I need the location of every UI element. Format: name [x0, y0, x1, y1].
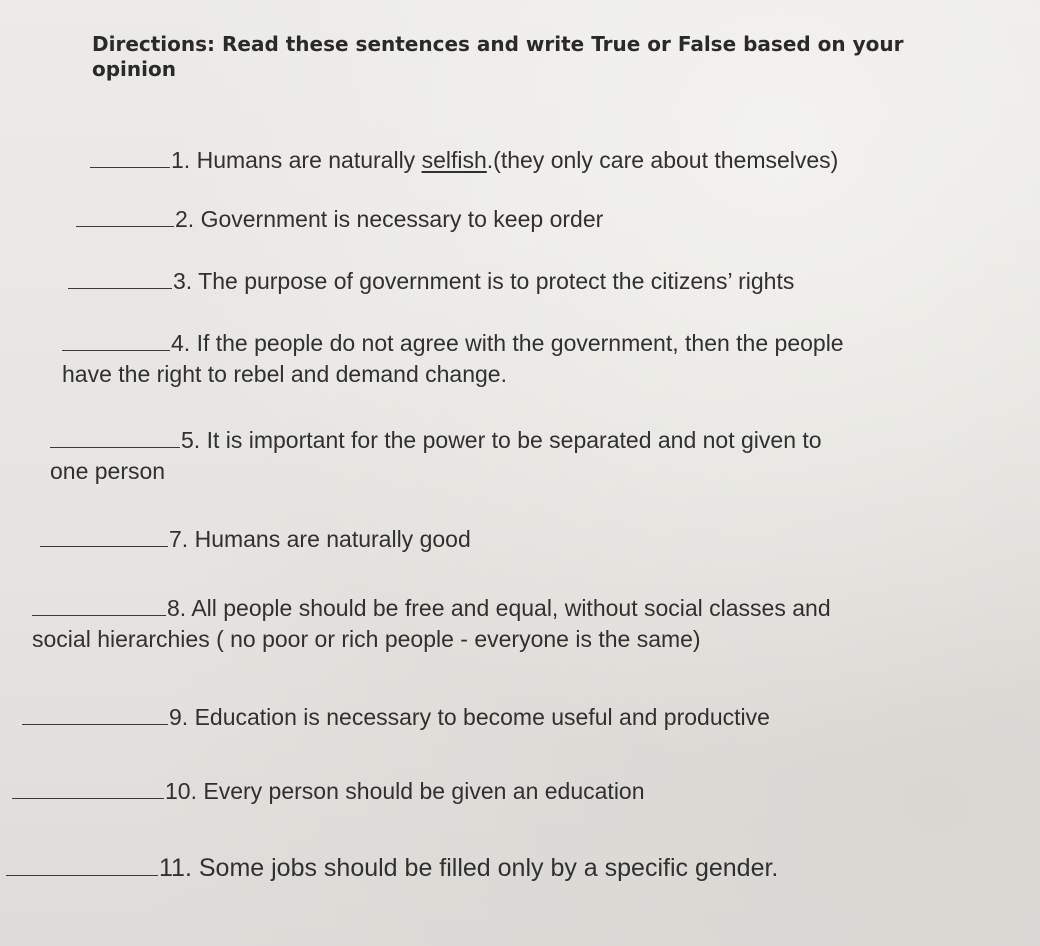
question-text: The purpose of government is to protect the citizens’ rights — [198, 268, 795, 294]
question-text-continuation: social hierarchies ( no poor or rich people - everyone is the same) — [32, 626, 701, 652]
question-text-part: .(they only care about themselves) — [486, 147, 839, 173]
answer-blank-2[interactable] — [76, 206, 174, 227]
question-item-1 — [90, 145, 838, 176]
question-text-continuation: have the right to rebel and demand change. — [62, 361, 507, 387]
question-text: Education is necessary to become useful and productive — [194, 704, 770, 730]
answer-blank-10[interactable] — [12, 778, 164, 799]
question-number: 4. — [171, 330, 191, 356]
question-number: 7. — [169, 526, 189, 552]
question-number: 8. — [167, 595, 187, 621]
question-number: 11. — [159, 854, 192, 882]
question-item-8 — [32, 593, 831, 655]
question-text: If the people do not agree with the government, then the people — [196, 330, 844, 356]
question-number: 1. — [171, 147, 191, 173]
answer-blank-7[interactable] — [40, 526, 168, 547]
answer-blank-5[interactable] — [50, 427, 180, 448]
question-number: 5. — [181, 427, 201, 453]
underlined-word: selfish — [421, 147, 487, 173]
question-item-2 — [76, 204, 603, 235]
answer-blank-9[interactable] — [22, 704, 168, 725]
question-number: 10. — [165, 778, 197, 804]
question-text: Humans are naturally good — [194, 526, 471, 552]
question-text: Some jobs should be filled only by a specific gender. — [198, 854, 779, 882]
question-text-part: Humans are naturally — [196, 147, 422, 173]
question-text: It is important for the power to be separated and not given to — [206, 427, 822, 453]
question-item-5 — [50, 425, 822, 487]
answer-blank-1[interactable] — [90, 147, 170, 168]
question-number: 2. — [175, 206, 195, 232]
question-item-10 — [12, 776, 645, 807]
question-text: Every person should be given an education — [203, 778, 645, 804]
question-number: 3. — [173, 268, 193, 294]
question-item-3 — [68, 266, 794, 297]
question-text: Government is necessary to keep order — [200, 206, 604, 232]
question-text-continuation: one person — [50, 458, 166, 484]
answer-blank-4[interactable] — [62, 330, 170, 351]
question-text: All people should be free and equal, without social classes and — [191, 595, 831, 621]
answer-blank-11[interactable] — [6, 855, 158, 876]
question-item-7 — [40, 524, 471, 555]
question-number: 9. — [169, 704, 189, 730]
question-item-11 — [6, 853, 778, 884]
directions-text: Directions: Read these sentences and write True or False based on your opinion — [92, 32, 904, 81]
question-item-9 — [22, 702, 770, 733]
answer-blank-8[interactable] — [32, 595, 166, 616]
question-item-4 — [62, 328, 844, 390]
answer-blank-3[interactable] — [68, 268, 172, 289]
